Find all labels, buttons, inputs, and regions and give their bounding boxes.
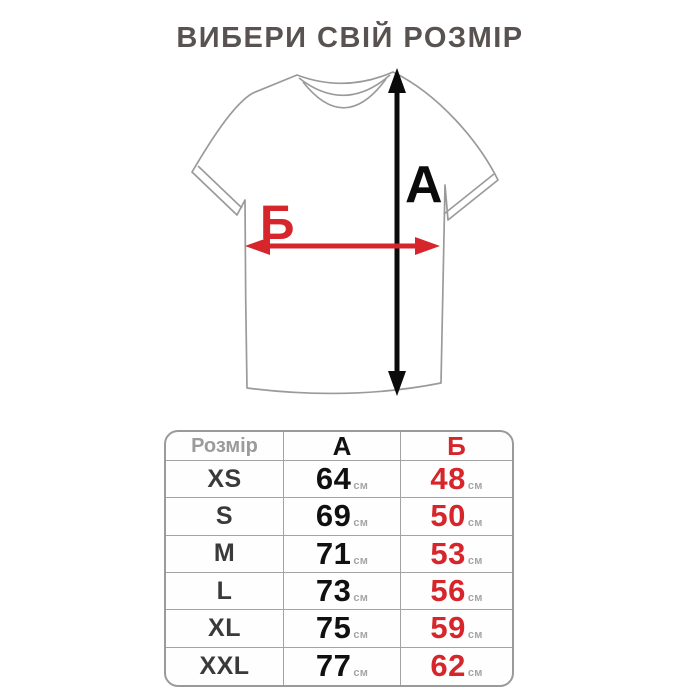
width-value: 53 <box>430 535 466 571</box>
page-title: ВИБЕРИ СВІЙ РОЗМІР <box>176 22 524 54</box>
size-label: XL <box>166 610 284 647</box>
unit-label: см <box>353 667 369 680</box>
width-value: 48 <box>430 461 466 497</box>
unit-label: см <box>467 629 483 642</box>
width-cell <box>401 610 512 647</box>
unit-label: см <box>467 517 483 530</box>
size-table <box>164 430 514 687</box>
width-cell <box>401 573 512 610</box>
width-value: 62 <box>430 648 466 684</box>
width-label: Б <box>260 197 295 250</box>
length-cell <box>284 648 401 685</box>
width-cell <box>401 648 512 685</box>
length-cell <box>284 461 401 498</box>
width-value: 50 <box>430 498 466 534</box>
length-value: 73 <box>315 573 352 609</box>
length-label: А <box>405 156 443 214</box>
unit-label: см <box>467 667 483 680</box>
length-value: 75 <box>315 610 352 646</box>
length-value: 64 <box>315 461 352 497</box>
tshirt-diagram <box>160 52 540 422</box>
length-value: 71 <box>315 535 352 571</box>
tshirt-outline <box>192 72 498 393</box>
header-size: Розмір <box>166 432 284 461</box>
unit-label: см <box>353 480 369 493</box>
unit-label: см <box>353 629 369 642</box>
length-value: 69 <box>315 498 352 534</box>
unit-label: см <box>467 554 483 567</box>
width-value: 56 <box>430 573 466 609</box>
length-value: 77 <box>315 648 352 684</box>
size-label: S <box>166 498 284 535</box>
unit-label: см <box>353 554 369 567</box>
size-label: M <box>166 536 284 573</box>
length-cell <box>284 610 401 647</box>
length-cell <box>284 573 401 610</box>
unit-label: см <box>353 517 369 530</box>
unit-label: см <box>467 592 483 605</box>
size-label: L <box>166 573 284 610</box>
length-cell <box>284 536 401 573</box>
header-width: Б <box>401 432 512 461</box>
size-label: XXL <box>166 648 284 685</box>
length-cell <box>284 498 401 535</box>
width-cell <box>401 536 512 573</box>
width-cell <box>401 461 512 498</box>
size-label: XS <box>166 461 284 498</box>
width-cell <box>401 498 512 535</box>
header-length: А <box>284 432 401 461</box>
unit-label: см <box>467 480 483 493</box>
width-value: 59 <box>430 610 466 646</box>
unit-label: см <box>353 592 369 605</box>
